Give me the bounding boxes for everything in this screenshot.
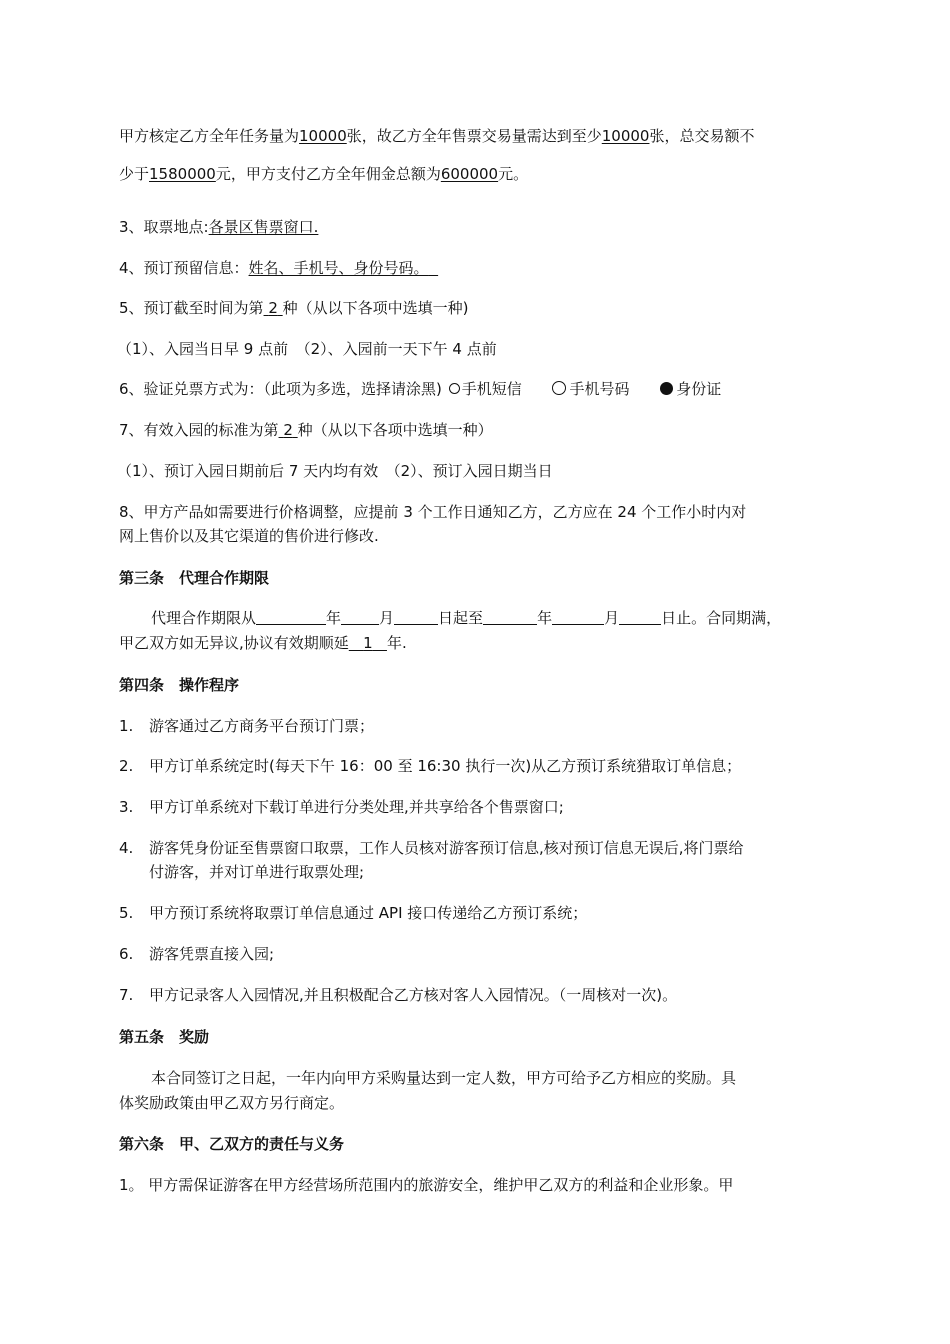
annual-task-value: 10000 (299, 127, 347, 145)
price-adjustment-line-2: 网上售价以及其它渠道的售价进行修改. (119, 527, 379, 545)
step-text: 游客凭票直接入园; (149, 945, 275, 963)
text: 月 (379, 609, 395, 627)
option-id-label: 身份证 (676, 380, 722, 398)
step-text: 游客通过乙方商务平台预订门票； (149, 717, 375, 735)
text: 张，故乙方全年售票交易量需达到至少 (346, 127, 602, 145)
step-2 (119, 755, 850, 777)
commission-value: 600000 (440, 165, 499, 183)
text: 日止。合同期满， (661, 609, 782, 627)
valid-entry-standard (119, 419, 850, 441)
end-month-blank[interactable] (552, 608, 604, 625)
reservation-info (119, 257, 850, 279)
step-text: 甲方记录客人入园情况,并且积极配合乙方核对客人入园情况。（一周核对一次)。 (149, 986, 678, 1004)
text: 元。 (498, 165, 529, 183)
step-number: 6. (119, 945, 134, 963)
standard-choice (279, 421, 298, 439)
step-text: 甲方订单系统对下载订单进行分类处理,并共享给各个售票窗口; (149, 798, 564, 816)
option-id-card[interactable] (660, 378, 721, 400)
step-number: 3. (119, 798, 134, 816)
pickup-location-label: 3、取票地点: (119, 218, 209, 236)
unchecked-circle-icon (552, 381, 566, 395)
text: 5、预订截至时间为第 (119, 299, 264, 317)
step-text: 甲方订单系统定时(每天下午 16：00 至 16:30 执行一次)从乙方预订系统猎取订单信息； (149, 757, 742, 775)
cooperation-period-line-1 (151, 607, 854, 629)
checked-circle-icon (660, 382, 673, 395)
deadline-choice-value: 2 (268, 299, 278, 317)
extension-years (349, 634, 387, 652)
reward-line-1: 本合同签订之日起，一年内向甲方采购量达到一定人数，甲方可给予乙方相应的奖励。具 (151, 1069, 737, 1087)
text: 代理合作期限从 (151, 609, 257, 627)
step-text: 游客凭身份证至售票窗口取票，工作人员核对游客预订信息,核对预订信息无误后,将门票给 (149, 839, 744, 857)
text: 甲方核定乙方全年任务量为 (119, 127, 300, 145)
text: 甲乙双方如无异议,协议有效期顺延 (119, 634, 349, 652)
step-6 (119, 943, 850, 965)
text: 月 (604, 609, 620, 627)
total-amount-value: 1580000 (149, 165, 216, 183)
step-text: 甲方预订系统将取票订单信息通过 API 接口传递给乙方预订系统； (149, 904, 588, 922)
verification-method (119, 378, 850, 400)
booking-deadline-options: （1）、入园当日早 9 点前 （2）、入园前一天下午 4 点前 (117, 340, 497, 358)
article-4-title: 第四条 操作程序 (119, 676, 240, 694)
start-year-blank[interactable] (256, 608, 326, 625)
task-volume-line-2 (119, 163, 850, 185)
step-5 (119, 902, 850, 924)
deadline-choice (264, 299, 283, 317)
pickup-location-value: 各景区售票窗口. (208, 218, 319, 236)
standard-choice-value: 2 (283, 421, 293, 439)
option-phone-number[interactable] (552, 378, 629, 400)
step-1 (119, 715, 850, 737)
step-3 (119, 796, 850, 818)
step-4-continued: 付游客，并对订单进行取票处理; (149, 863, 365, 881)
annual-sales-value: 10000 (601, 127, 650, 145)
text: 年 (537, 609, 553, 627)
text: 种（从以下各项中选填一种) (282, 299, 469, 317)
end-year-blank[interactable] (483, 608, 537, 625)
text: 少于 (119, 165, 150, 183)
step-number: 2. (119, 757, 134, 775)
step-number: 4. (119, 839, 134, 857)
article-5-title: 第五条 奖励 (119, 1028, 210, 1046)
step-number: 7. (119, 986, 134, 1004)
price-adjustment-line-1: 8、甲方产品如需要进行价格调整，应提前 3 个工作日通知乙方，乙方应在 24 个工作小时内对 (119, 503, 747, 521)
start-day-blank[interactable] (394, 608, 438, 625)
text: 种（从以下各项中选填一种） (297, 421, 493, 439)
text: 7、有效入园的标准为第 (119, 421, 279, 439)
option-sms-label: 手机短信 (461, 380, 522, 398)
option-sms[interactable] (449, 378, 522, 400)
verification-label: 6、验证兑票方式为：（此项为多选，选择请涂黑) (119, 380, 442, 398)
task-volume-line-1 (119, 125, 850, 147)
underline-pad (429, 259, 439, 277)
step-4 (119, 837, 850, 859)
article-3-title: 第三条 代理合作期限 (119, 569, 270, 587)
reservation-info-value: 姓名、手机号、身份号码。 (248, 259, 429, 277)
text: 年 (326, 609, 342, 627)
step-number: 1. (119, 717, 134, 735)
step-7 (119, 984, 850, 1006)
step-number: 5. (119, 904, 134, 922)
end-day-blank[interactable] (619, 608, 661, 625)
extension-years-value: 1 (363, 634, 373, 652)
cooperation-period-line-2 (119, 632, 850, 654)
article-6-title: 第六条 甲、乙双方的责任与义务 (119, 1135, 345, 1153)
text: 日起至 (438, 609, 484, 627)
text: 元，甲方支付乙方全年佣金总额为 (215, 165, 441, 183)
reservation-info-label: 4、预订预留信息： (119, 259, 249, 277)
booking-deadline (119, 297, 850, 319)
text: 年. (386, 634, 407, 652)
text: 张，总交易额不 (649, 127, 755, 145)
option-phone-label: 手机号码 (569, 380, 630, 398)
reward-line-2: 体奖励政策由甲乙双方另行商定。 (119, 1094, 345, 1112)
responsibility-item-1: 1。 甲方需保证游客在甲方经营场所范围内的旅游安全，维护甲乙双方的利益和企业形象。甲 (119, 1176, 734, 1194)
unchecked-circle-icon (449, 383, 460, 394)
pickup-location (119, 216, 850, 238)
valid-entry-options: （1）、预订入园日期前后 7 天内均有效 （2）、预订入园日期当日 (117, 462, 553, 480)
start-month-blank[interactable] (341, 608, 379, 625)
